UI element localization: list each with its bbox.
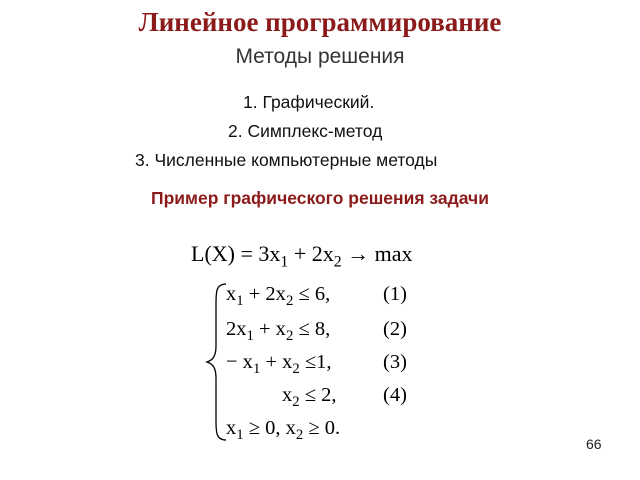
method-item-simplex: 2. Симплекс-метод bbox=[228, 121, 383, 141]
constraint-row bbox=[226, 384, 456, 414]
slide-subtitle: Методы решения bbox=[235, 45, 405, 68]
constraint-number: (4) bbox=[383, 384, 407, 406]
objective-subscript-2: 2 bbox=[333, 253, 342, 271]
objective-rhs: → max bbox=[341, 241, 413, 266]
objective-mid: + 2x bbox=[288, 241, 334, 266]
constraint-row bbox=[226, 318, 456, 348]
method-item-numerical: 3. Численные компьютерные методы bbox=[135, 150, 438, 170]
constraint-expression: $x_2 \le 2$, bbox=[282, 384, 337, 411]
slide-title: Линейное программирование bbox=[138, 7, 502, 37]
constraint-row bbox=[226, 351, 456, 381]
page-number: 66 bbox=[586, 436, 602, 452]
method-item-graphical: 1. Графический. bbox=[243, 92, 375, 112]
objective-lhs: L(X) = 3x bbox=[191, 241, 281, 266]
constraint-row bbox=[226, 283, 456, 313]
constraint-number: (2) bbox=[383, 318, 407, 340]
objective-subscript-1: 1 bbox=[280, 253, 289, 271]
constraint-expression: $x_1 \ge 0$, $x_2 \ge 0$. bbox=[226, 417, 341, 444]
objective-function bbox=[191, 241, 413, 271]
constraint-expression: $x_1 + 2x_2 \le 6$, bbox=[226, 283, 331, 310]
constraint-number: (3) bbox=[383, 351, 407, 373]
constraint-expression: $2x_1 + x_2 \le 8$, bbox=[226, 318, 331, 345]
constraint-row bbox=[226, 417, 456, 447]
constraint-expression: − $x_1 + x_2 \le 1$, bbox=[226, 351, 332, 378]
constraint-number: (1) bbox=[383, 283, 407, 305]
example-heading: Пример графического решения задачи bbox=[151, 188, 489, 208]
